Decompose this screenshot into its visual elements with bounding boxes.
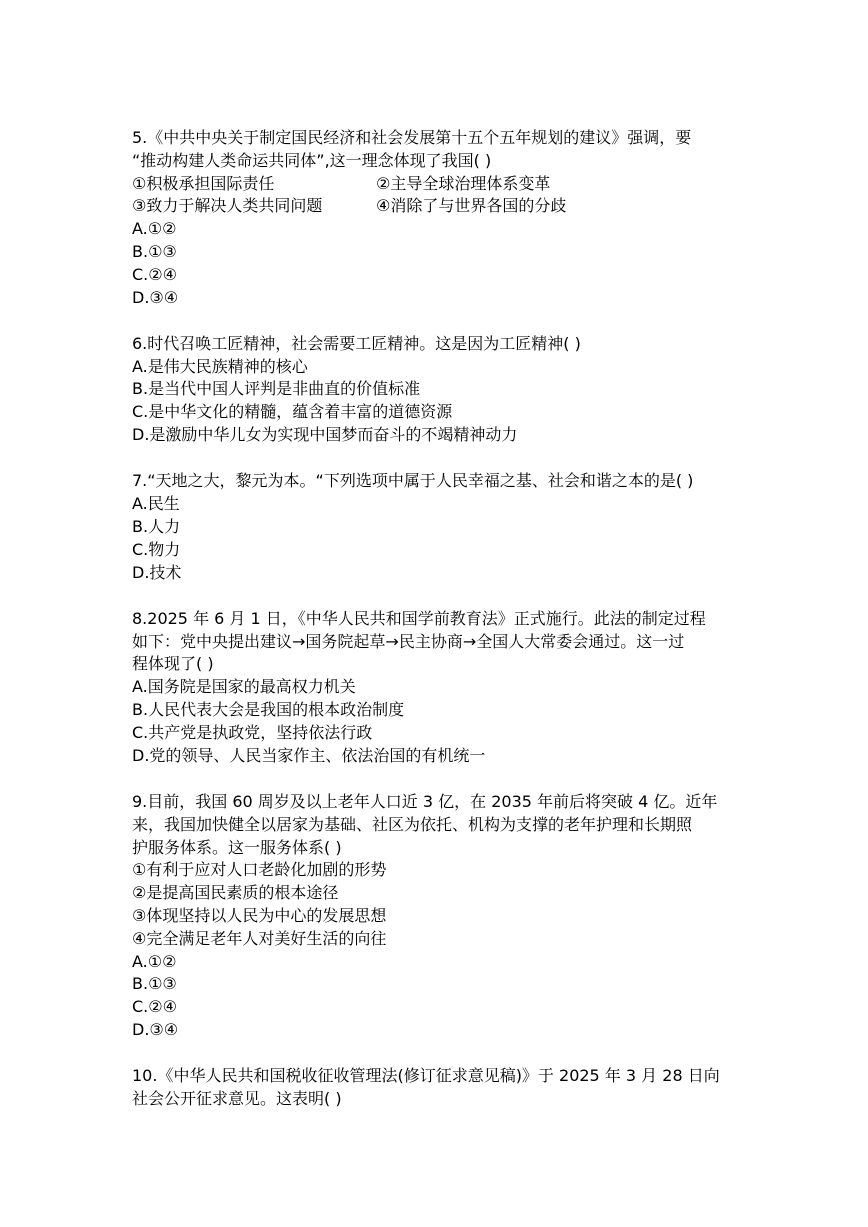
question-10 (132, 1065, 752, 1111)
question-9 (132, 791, 752, 1042)
answer-option: D.是激励中华儿女为实现中国梦而奋斗的不竭精神动力 (132, 425, 518, 445)
answer-option: D.技术 (132, 562, 182, 582)
question-8 (132, 608, 752, 768)
statement-row (132, 195, 752, 218)
question-stem-line: 6.时代召唤工匠精神，社会需要工匠精神。这是因为工匠精神( ) (132, 333, 581, 353)
question-stem-line: 8.2025 年 6 月 1 日，《中华人民共和国学前教育法》正式施行。此法的制定过程 (132, 608, 706, 628)
answer-option: A.①② (132, 951, 177, 971)
statement-item: ④消除了与世界各国的分歧 (376, 196, 567, 216)
question-6 (132, 333, 752, 447)
question-stem-line: 7.“天地之大，黎元为本。“下列选项中属于人民幸福之基、社会和谐之本的是( ) (132, 471, 694, 491)
answer-option: D.③④ (132, 1019, 179, 1039)
question-stem-line: 10.《中华人民共和国税收征收管理法(修订征求意见稿)》于 2025 年 3 月 28 日向 (132, 1066, 720, 1086)
answer-option: D.③④ (132, 287, 179, 307)
question-5 (132, 127, 752, 309)
question-stem-line: 如下：党中央提出建议→国务院起草→民主协商→全国人大常委会通过。这一过 (132, 631, 685, 651)
answer-option: A.国务院是国家的最高权力机关 (132, 677, 356, 697)
answer-option: B.是当代中国人评判是非曲直的价值标准 (132, 379, 421, 399)
answer-option: A.民生 (132, 494, 180, 514)
answer-option: C.②④ (132, 997, 177, 1017)
statement-item: ④完全满足老年人对美好生活的向往 (132, 928, 387, 948)
answer-option: D.党的领导、人民当家作主、依法治国的有机统一 (132, 745, 486, 765)
answer-option: C.是中华文化的精髓，蕴含着丰富的道德资源 (132, 402, 453, 422)
question-stem-line: 护服务体系。这一服务体系( ) (132, 837, 342, 857)
statement-item: ②主导全球治理体系变革 (376, 173, 551, 193)
answer-option: C.共产党是执政党，坚持依法行政 (132, 722, 373, 742)
statement-row (132, 173, 752, 196)
question-stem-line: 来，我国加快健全以居家为基础、社区为依托、机构为支撑的老年护理和长期照 (132, 814, 693, 834)
answer-option: A.是伟大民族精神的核心 (132, 356, 308, 376)
statement-item: ①有利于应对人口老龄化加剧的形势 (132, 860, 387, 880)
statement-item: ③致力于解决人类共同问题 (132, 196, 323, 216)
statement-item: ①积极承担国际责任 (132, 173, 275, 193)
statement-item: ③体现坚持以人民为中心的发展思想 (132, 905, 387, 925)
question-stem-line: 5.《中共中央关于制定国民经济和社会发展第十五个五年规划的建议》强调，要 (132, 128, 692, 147)
answer-option: B.①③ (132, 241, 177, 261)
question-stem-line: 9.目前，我国 60 周岁及以上老年人口近 3 亿，在 2035 年前后将突破 4 亿。近年 (132, 791, 718, 811)
answer-option: C.②④ (132, 264, 177, 284)
exam-page (132, 127, 752, 1134)
answer-option: B.①③ (132, 974, 177, 994)
question-stem-line: “推动构建人类命运共同体”,这一理念体现了我国( ) (132, 150, 492, 170)
question-stem-line: 程体现了( ) (132, 654, 214, 674)
answer-option: C.物力 (132, 539, 181, 559)
answer-option: A.①② (132, 219, 177, 239)
question-stem-line: 社会公开征求意见。这表明( ) (132, 1088, 342, 1108)
statement-item: ②是提高国民素质的根本途径 (132, 883, 339, 903)
answer-option: B.人力 (132, 516, 181, 536)
question-7 (132, 470, 752, 584)
answer-option: B.人民代表大会是我国的根本政治制度 (132, 700, 405, 720)
